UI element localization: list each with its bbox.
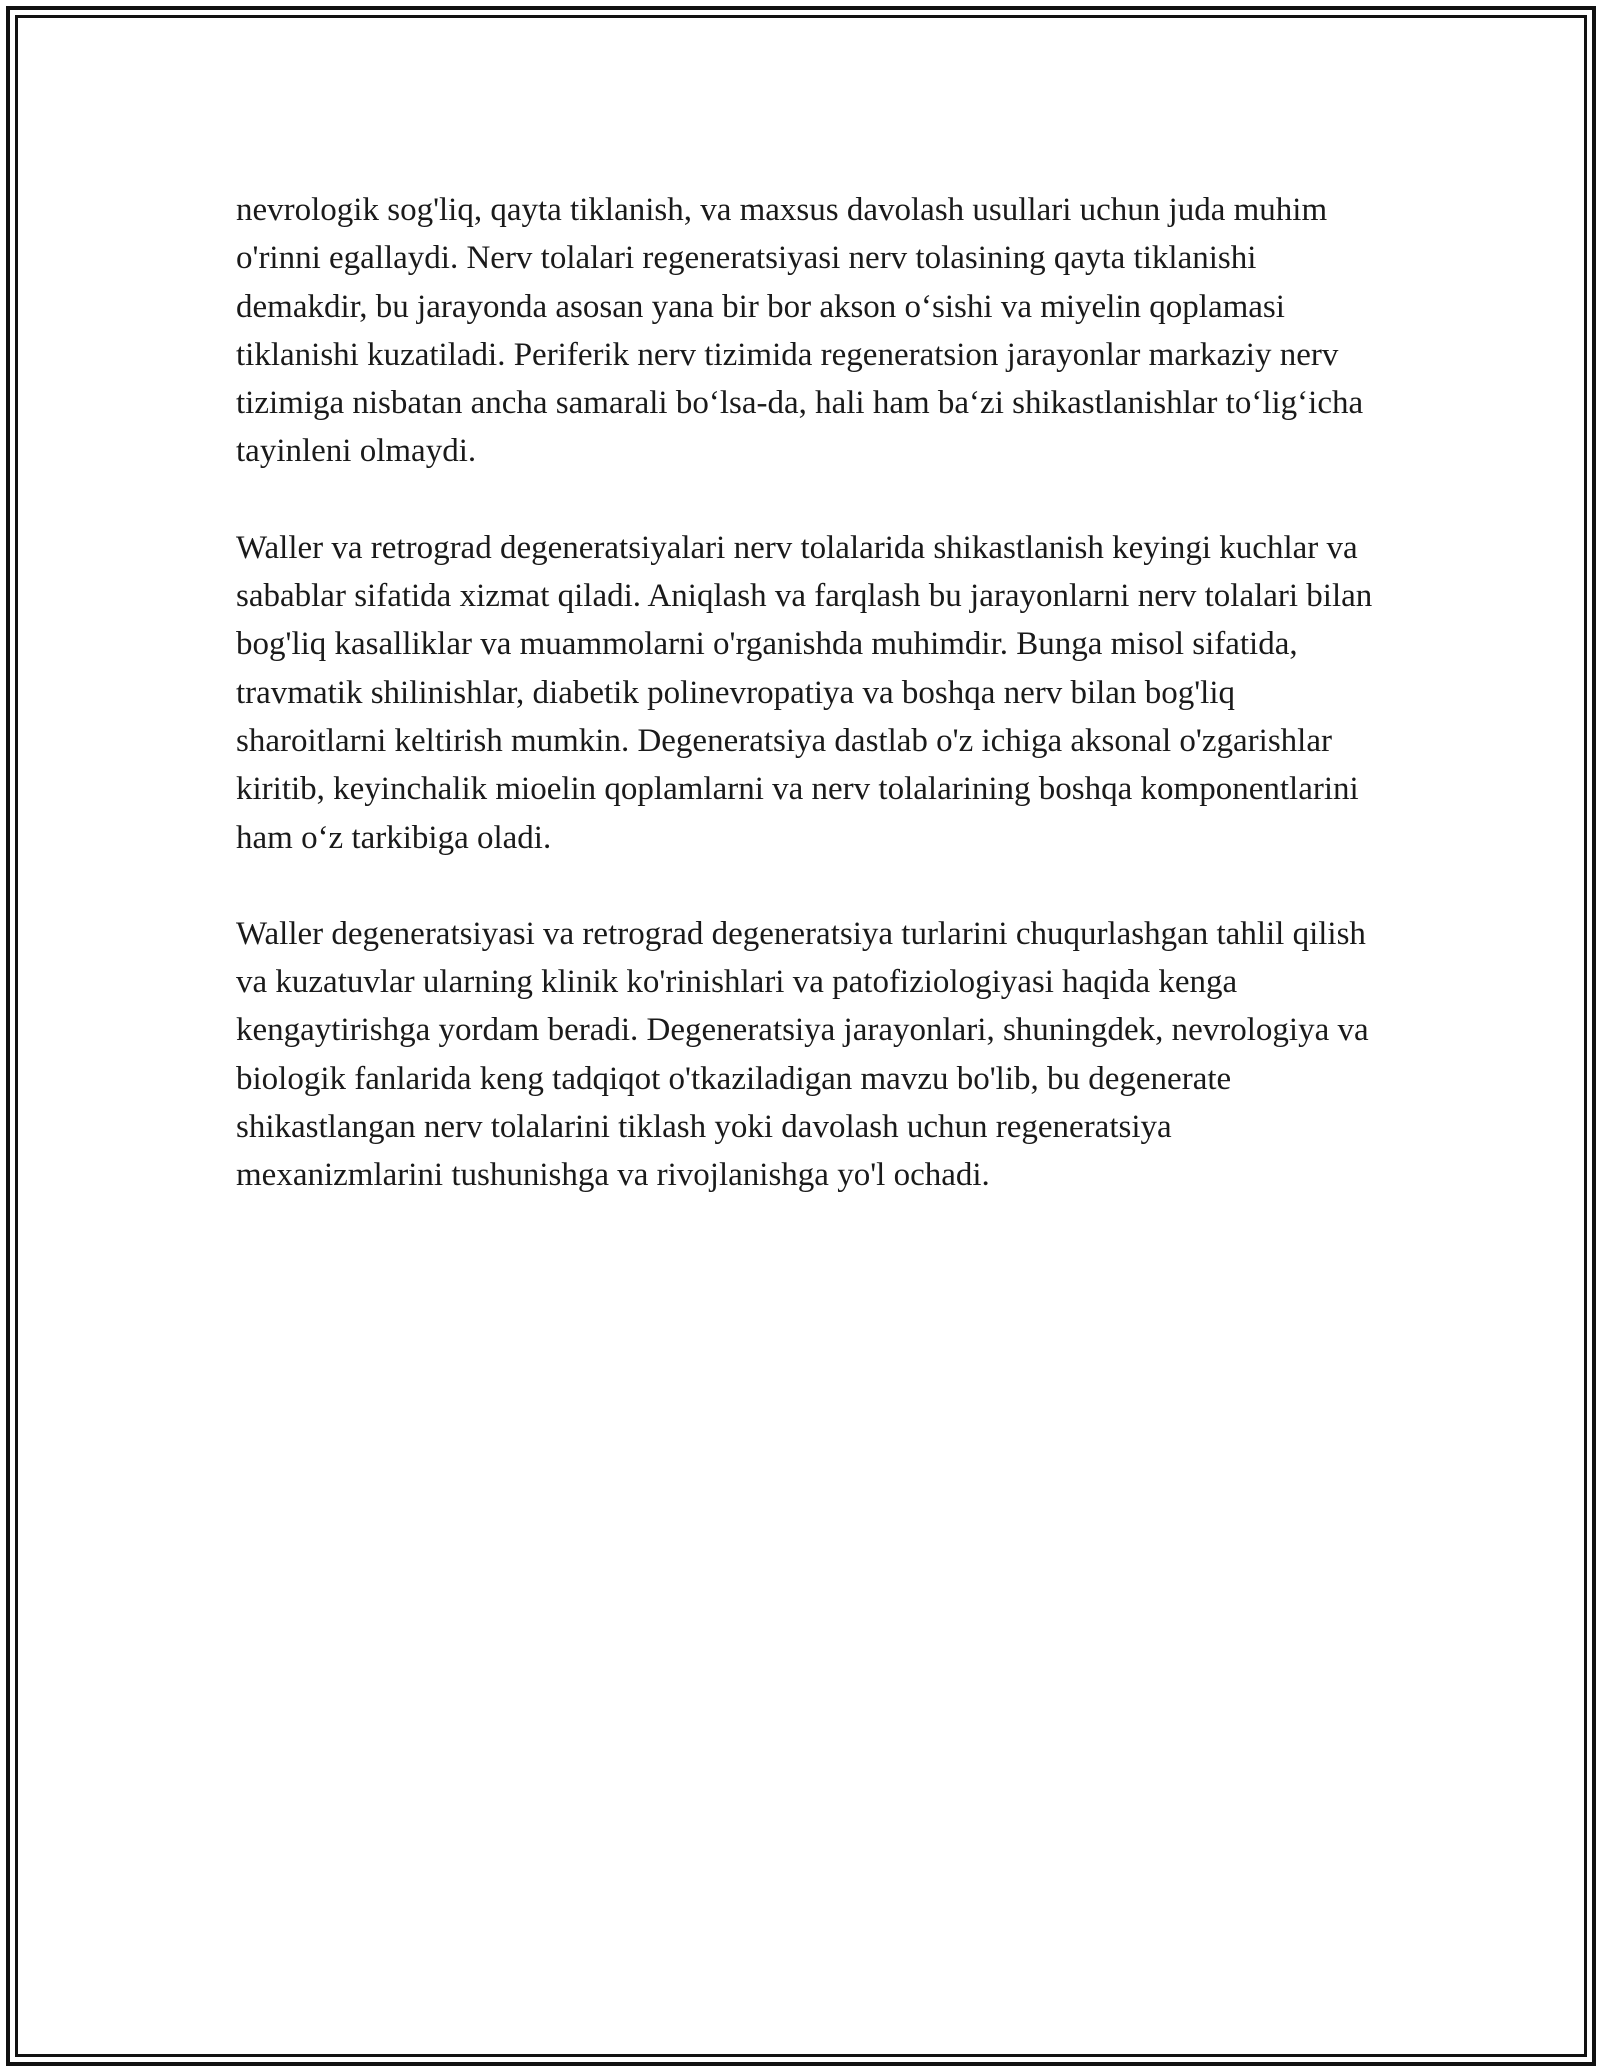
paragraph-2: Waller va retrograd degeneratsiyalari nerv tolalarida shikastlanish keyingi kuchlar va sabablar sifatida xizmat qiladi. Aniqlash va farqlash bu jarayonlarni nerv tolalari bilan bog'liq kasalliklar va muammolarni o'rganishda muhimdir. Bunga misol sifatida, travmatik shilinishlar, diabetik polinevropatiya va boshqa nerv bilan bog'liq sharoitlarni keltirish mumkin. Degeneratsiya dastlab o'z ichiga aksonal o'zgarishlar kiritib, keyinchalik mioelin qoplamlarni va nerv tolalarining boshqa komponentlarini ham o‘z tarkibiga oladi. bbox=[236, 529, 1373, 856]
paragraph-1: nevrologik sog'liq, qayta tiklanish, va maxsus davolash usullari uchun juda muhim o'rinni egallaydi. Nerv tolalari regeneratsiyasi nerv tolasining qayta tiklanishi demakdir, bu jarayonda asosan yana bir bor akson o‘sishi va miyelin qoplamasi tiklanishi kuzatiladi. Periferik nerv tizimida regeneratsion jarayonlar markaziy nerv tizimiga nisbatan ancha samarali bo‘lsa-da, hali ham ba‘zi shikastlanishlar to‘lig‘icha tayinleni olmaydi. bbox=[236, 192, 1364, 470]
document-body bbox=[236, 186, 1376, 1248]
paragraph-3: Waller degeneratsiyasi va retrograd degeneratsiya turlarini chuqurlashgan tahlil qilish va kuzatuvlar ularning klinik ko'rinishlari va patofiziologiyasi haqida kenga kengaytirishga yordam beradi. Degeneratsiya jarayonlari, shuningdek, nevrologiya va biologik fanlarida keng tadqiqot o'tkaziladigan mavzu bo'lib, bu degenerate shikastlangan nerv tolalarini tiklash yoki davolash uchun regeneratsiya mexanizmlarini tushunishga va rivojlanishga yo'l ochadi. bbox=[236, 915, 1369, 1194]
